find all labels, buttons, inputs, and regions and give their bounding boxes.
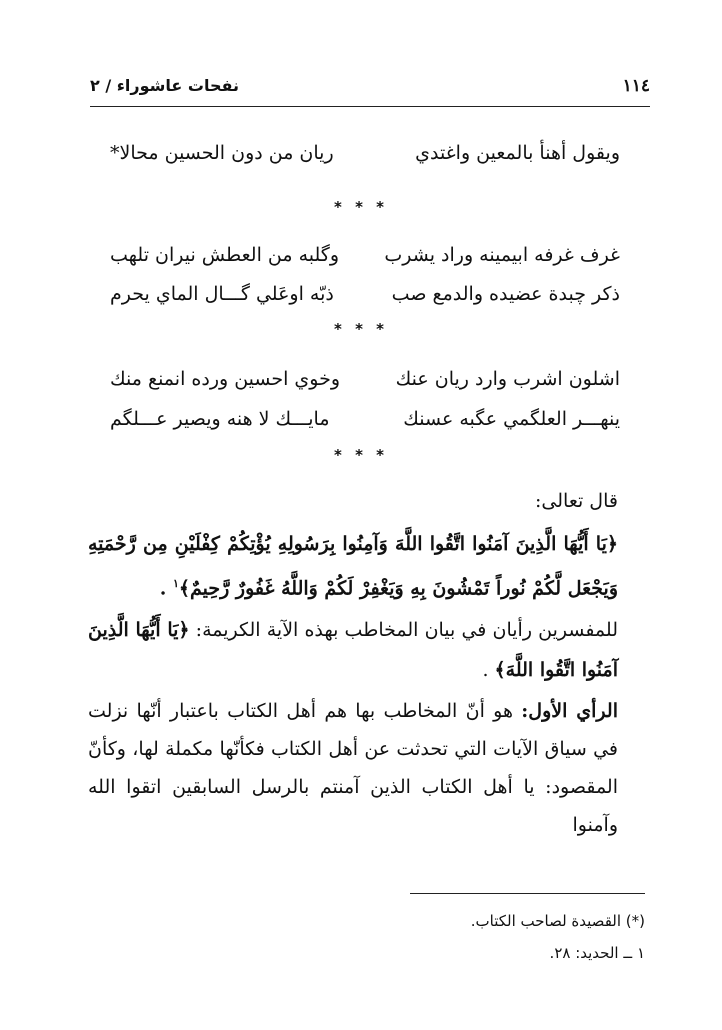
poem-verse <box>110 142 620 172</box>
separator-stars: * * * <box>334 320 388 338</box>
verse-first-hemistich: اشلون اشرب وارد ريان عنك <box>395 368 620 390</box>
verse-first-hemistich: ينهـــر العلگمي عگبه عسنك <box>403 408 620 430</box>
verse-first-hemistich: ويقول أهنأ بالمعين واغتدي <box>415 142 620 164</box>
separator-stars: * * * <box>334 446 388 464</box>
commentary-text: للمفسرين رأيان في بيان المخاطب بهذه الآية الكريمة: <box>189 619 618 641</box>
quran-verse-paragraph: ﴿يَا أَيُّهَا الَّذِينَ آمَنُوا اتَّقُوا اللَّهَ وَآمِنُوا بِرَسُولِهِ يُؤْتِكُمْ كِفْلَيْنِ مِن رَّحْمَتِهِ وَيَجْعَل لَّكُمْ نُوراً تَمْشُونَ بِهِ وَيَغْفِرْ لَكُمْ وَاللَّهُ غَفُورٌ رَّحِيمٌ﴾$^١$ . <box>88 533 618 600</box>
intro-paragraph <box>88 482 618 520</box>
verse-first-hemistich: ذكر چبدة عضيده والدمع صب <box>391 283 620 305</box>
verse-second-hemistich: ريان من دون الحسين محالا* <box>110 142 334 164</box>
first-opinion-paragraph <box>88 692 618 844</box>
separator-stars: * * * <box>334 198 388 216</box>
poem-verse <box>110 368 620 398</box>
footnote-item: (*) القصيدة لصاحب الكتاب. <box>470 912 645 930</box>
verse-second-hemistich: وگلبه من العطش نيران تلهب <box>110 244 340 266</box>
verse-second-hemistich: مايـــك لا هنه ويصير عـــلگم <box>110 408 330 430</box>
poem-verse <box>110 283 620 313</box>
intro-text: قال تعالى: <box>535 490 618 512</box>
quran-verse: ﴿يَا أَيُّهَا الَّذِينَ آمَنُوا اتَّقُوا اللَّهَ وَآمِنُوا بِرَسُولِهِ يُؤْتِكُمْ كِفْلَيْنِ مِن رَّحْمَتِهِ وَيَجْعَل لَّكُمْ نُوراً تَمْشُونَ بِهِ وَيَغْفِرْ لَكُمْ وَاللَّهُ غَفُورٌ رَّحِيمٌ﴾ <box>88 533 618 600</box>
footnote-ref: ١ <box>172 577 179 590</box>
commentary-paragraph <box>88 610 618 690</box>
first-opinion-text: هو أنّ المخاطب بها هم أهل الكتاب باعتبار أنّها نزلت في سياق الآيات التي تحدثت عن أهل الكتاب فكأنّها مكملة لها، وكأنّ المقصود: يا أهل الكتاب الذين آمنتم بالرسل السابقين اتقوا الله وآمنوا <box>88 700 618 836</box>
footnote-divider <box>410 893 645 894</box>
poem-verse <box>110 244 620 274</box>
page-number: ١١٤ <box>622 76 650 96</box>
footnote-item: ١ ــ الحديد: ٢٨. <box>549 944 645 962</box>
book-title: نفحات عاشوراء / ٢ <box>90 76 240 95</box>
verse-second-hemistich: ذبّه اوعَلي گـــال الماي يحرم <box>110 283 334 305</box>
commentary-end: . <box>482 659 495 681</box>
page-header <box>90 70 650 107</box>
verse-first-hemistich: غرف غرفه ابيمينه وراد يشرب <box>384 244 620 266</box>
quran-quote: ﴿يَا أَيُّهَا الَّذِينَ آمَنُوا اتَّقُوا اللَّهَ﴾ <box>88 619 618 681</box>
first-opinion-label: الرأي الأول: <box>521 700 618 722</box>
verse-second-hemistich: وخوي احسين ورده انمنع منك <box>110 368 341 390</box>
poem-verse <box>110 408 620 438</box>
